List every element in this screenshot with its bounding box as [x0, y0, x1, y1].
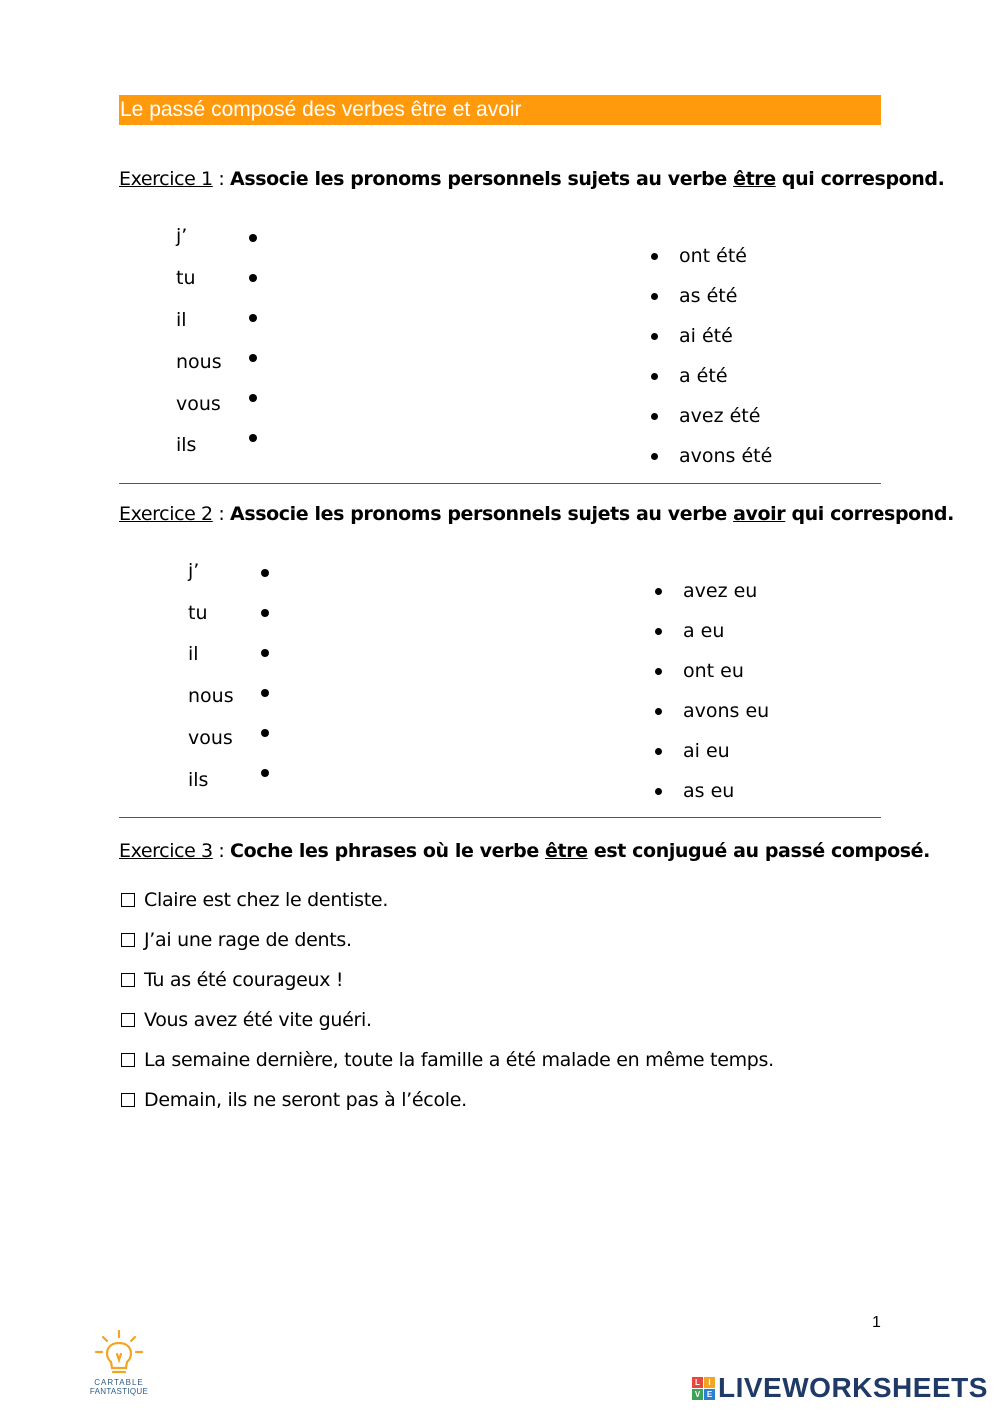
exercise2-instr-b: qui correspond.	[785, 503, 954, 525]
match-dot[interactable]	[655, 628, 662, 635]
match-dot[interactable]	[249, 314, 257, 322]
exercise3-heading	[119, 840, 930, 862]
checkbox[interactable]	[121, 1093, 135, 1107]
lightbulb-icon	[84, 1328, 154, 1378]
sentence-text: Tu as été courageux !	[144, 969, 344, 991]
answer-item: avons eu	[683, 700, 770, 722]
answer-item: ont été	[679, 245, 747, 267]
match-dot[interactable]	[651, 413, 658, 420]
sentence-text: Claire est chez le dentiste.	[144, 889, 389, 911]
match-dot[interactable]	[249, 354, 257, 362]
match-dot[interactable]	[655, 748, 662, 755]
answer-item: as eu	[683, 780, 735, 802]
checklist-item[interactable]	[121, 1089, 467, 1111]
match-dot[interactable]	[249, 274, 257, 282]
sentence-text: La semaine dernière, toute la famille a été malade en même temps.	[144, 1049, 774, 1071]
exercise3-instr-a: Coche les phrases où le verbe	[230, 840, 546, 862]
exercise1-instr-a: Associe les pronoms personnels sujets au verbe	[230, 168, 734, 190]
exercise2-sep: :	[212, 503, 231, 525]
exercise2-label: Exercice 2	[119, 503, 213, 525]
sentence-text: Demain, ils ne seront pas à l’école.	[144, 1089, 467, 1111]
exercise1-verb: être	[733, 168, 776, 190]
answer-item: a été	[679, 365, 728, 387]
pronoun-il: il	[188, 643, 199, 665]
answer-item: ai eu	[683, 740, 730, 762]
pronoun-il: il	[176, 309, 187, 331]
pronoun-j: j’	[176, 225, 188, 247]
cartable-fantastique-logo	[84, 1328, 154, 1398]
checklist-item[interactable]	[121, 969, 343, 991]
divider	[119, 483, 881, 484]
checkbox[interactable]	[121, 933, 135, 947]
match-dot[interactable]	[655, 788, 662, 795]
match-dot[interactable]	[261, 689, 269, 697]
checklist-item[interactable]	[121, 889, 388, 911]
logo-line2: FANTASTIQUE	[89, 1387, 149, 1396]
match-dot[interactable]	[651, 253, 658, 260]
exercise3-label: Exercice 3	[119, 840, 213, 862]
exercise2-heading	[119, 503, 954, 525]
answer-item: avez été	[679, 405, 761, 427]
answer-item: ont eu	[683, 660, 744, 682]
pronoun-ils: ils	[176, 434, 197, 456]
tile: L	[692, 1377, 703, 1388]
answer-item: avons été	[679, 445, 773, 467]
checkbox[interactable]	[121, 973, 135, 987]
exercise3-sep: :	[212, 840, 231, 862]
tile: E	[704, 1389, 715, 1400]
pronoun-j: j’	[188, 560, 200, 582]
liveworksheets-tiles-icon	[692, 1377, 715, 1400]
match-dot[interactable]	[651, 453, 658, 460]
exercise2-verb: avoir	[733, 503, 786, 525]
checklist-item[interactable]	[121, 1009, 372, 1031]
page-number: 1	[872, 1314, 881, 1331]
checkbox[interactable]	[121, 1013, 135, 1027]
match-dot[interactable]	[261, 729, 269, 737]
checkbox[interactable]	[121, 1053, 135, 1067]
match-dot[interactable]	[261, 609, 269, 617]
brand-name: LIVEWORKSHEETS	[718, 1372, 988, 1403]
sentence-text: Vous avez été vite guéri.	[144, 1009, 372, 1031]
sentence-text: J’ai une rage de dents.	[144, 929, 352, 951]
exercise2-instr-a: Associe les pronoms personnels sujets au verbe	[230, 503, 734, 525]
exercise1-sep: :	[212, 168, 231, 190]
exercise3-instr-b: est conjugué au passé composé.	[587, 840, 930, 862]
answer-item: avez eu	[683, 580, 758, 602]
match-dot[interactable]	[655, 588, 662, 595]
liveworksheets-logo	[692, 1373, 988, 1403]
match-dot[interactable]	[651, 373, 658, 380]
match-dot[interactable]	[261, 649, 269, 657]
page-title: Le passé composé des verbes être et avoir	[119, 95, 881, 125]
answer-item: as été	[679, 285, 738, 307]
checklist-item[interactable]	[121, 929, 352, 951]
exercise1-instr-b: qui correspond.	[775, 168, 945, 190]
pronoun-ils: ils	[188, 769, 209, 791]
match-dot[interactable]	[261, 569, 269, 577]
match-dot[interactable]	[651, 293, 658, 300]
checkbox[interactable]	[121, 893, 135, 907]
pronoun-vous: vous	[188, 727, 233, 749]
match-dot[interactable]	[249, 394, 257, 402]
match-dot[interactable]	[249, 234, 257, 242]
match-dot[interactable]	[651, 333, 658, 340]
exercise1-heading	[119, 168, 944, 190]
pronoun-tu: tu	[188, 602, 208, 624]
answer-item: a eu	[683, 620, 725, 642]
logo-line1: CARTABLE	[94, 1378, 144, 1387]
match-dot[interactable]	[655, 708, 662, 715]
answer-item: ai été	[679, 325, 733, 347]
match-dot[interactable]	[655, 668, 662, 675]
match-dot[interactable]	[249, 434, 257, 442]
checklist-item[interactable]	[121, 1049, 774, 1071]
exercise3-verb: être	[545, 840, 588, 862]
divider	[119, 817, 881, 818]
pronoun-nous: nous	[188, 685, 234, 707]
match-dot[interactable]	[261, 769, 269, 777]
tile: I	[704, 1377, 715, 1388]
exercise1-label: Exercice 1	[119, 168, 213, 190]
pronoun-nous: nous	[176, 351, 222, 373]
pronoun-vous: vous	[176, 393, 221, 415]
pronoun-tu: tu	[176, 267, 196, 289]
tile: V	[692, 1389, 703, 1400]
